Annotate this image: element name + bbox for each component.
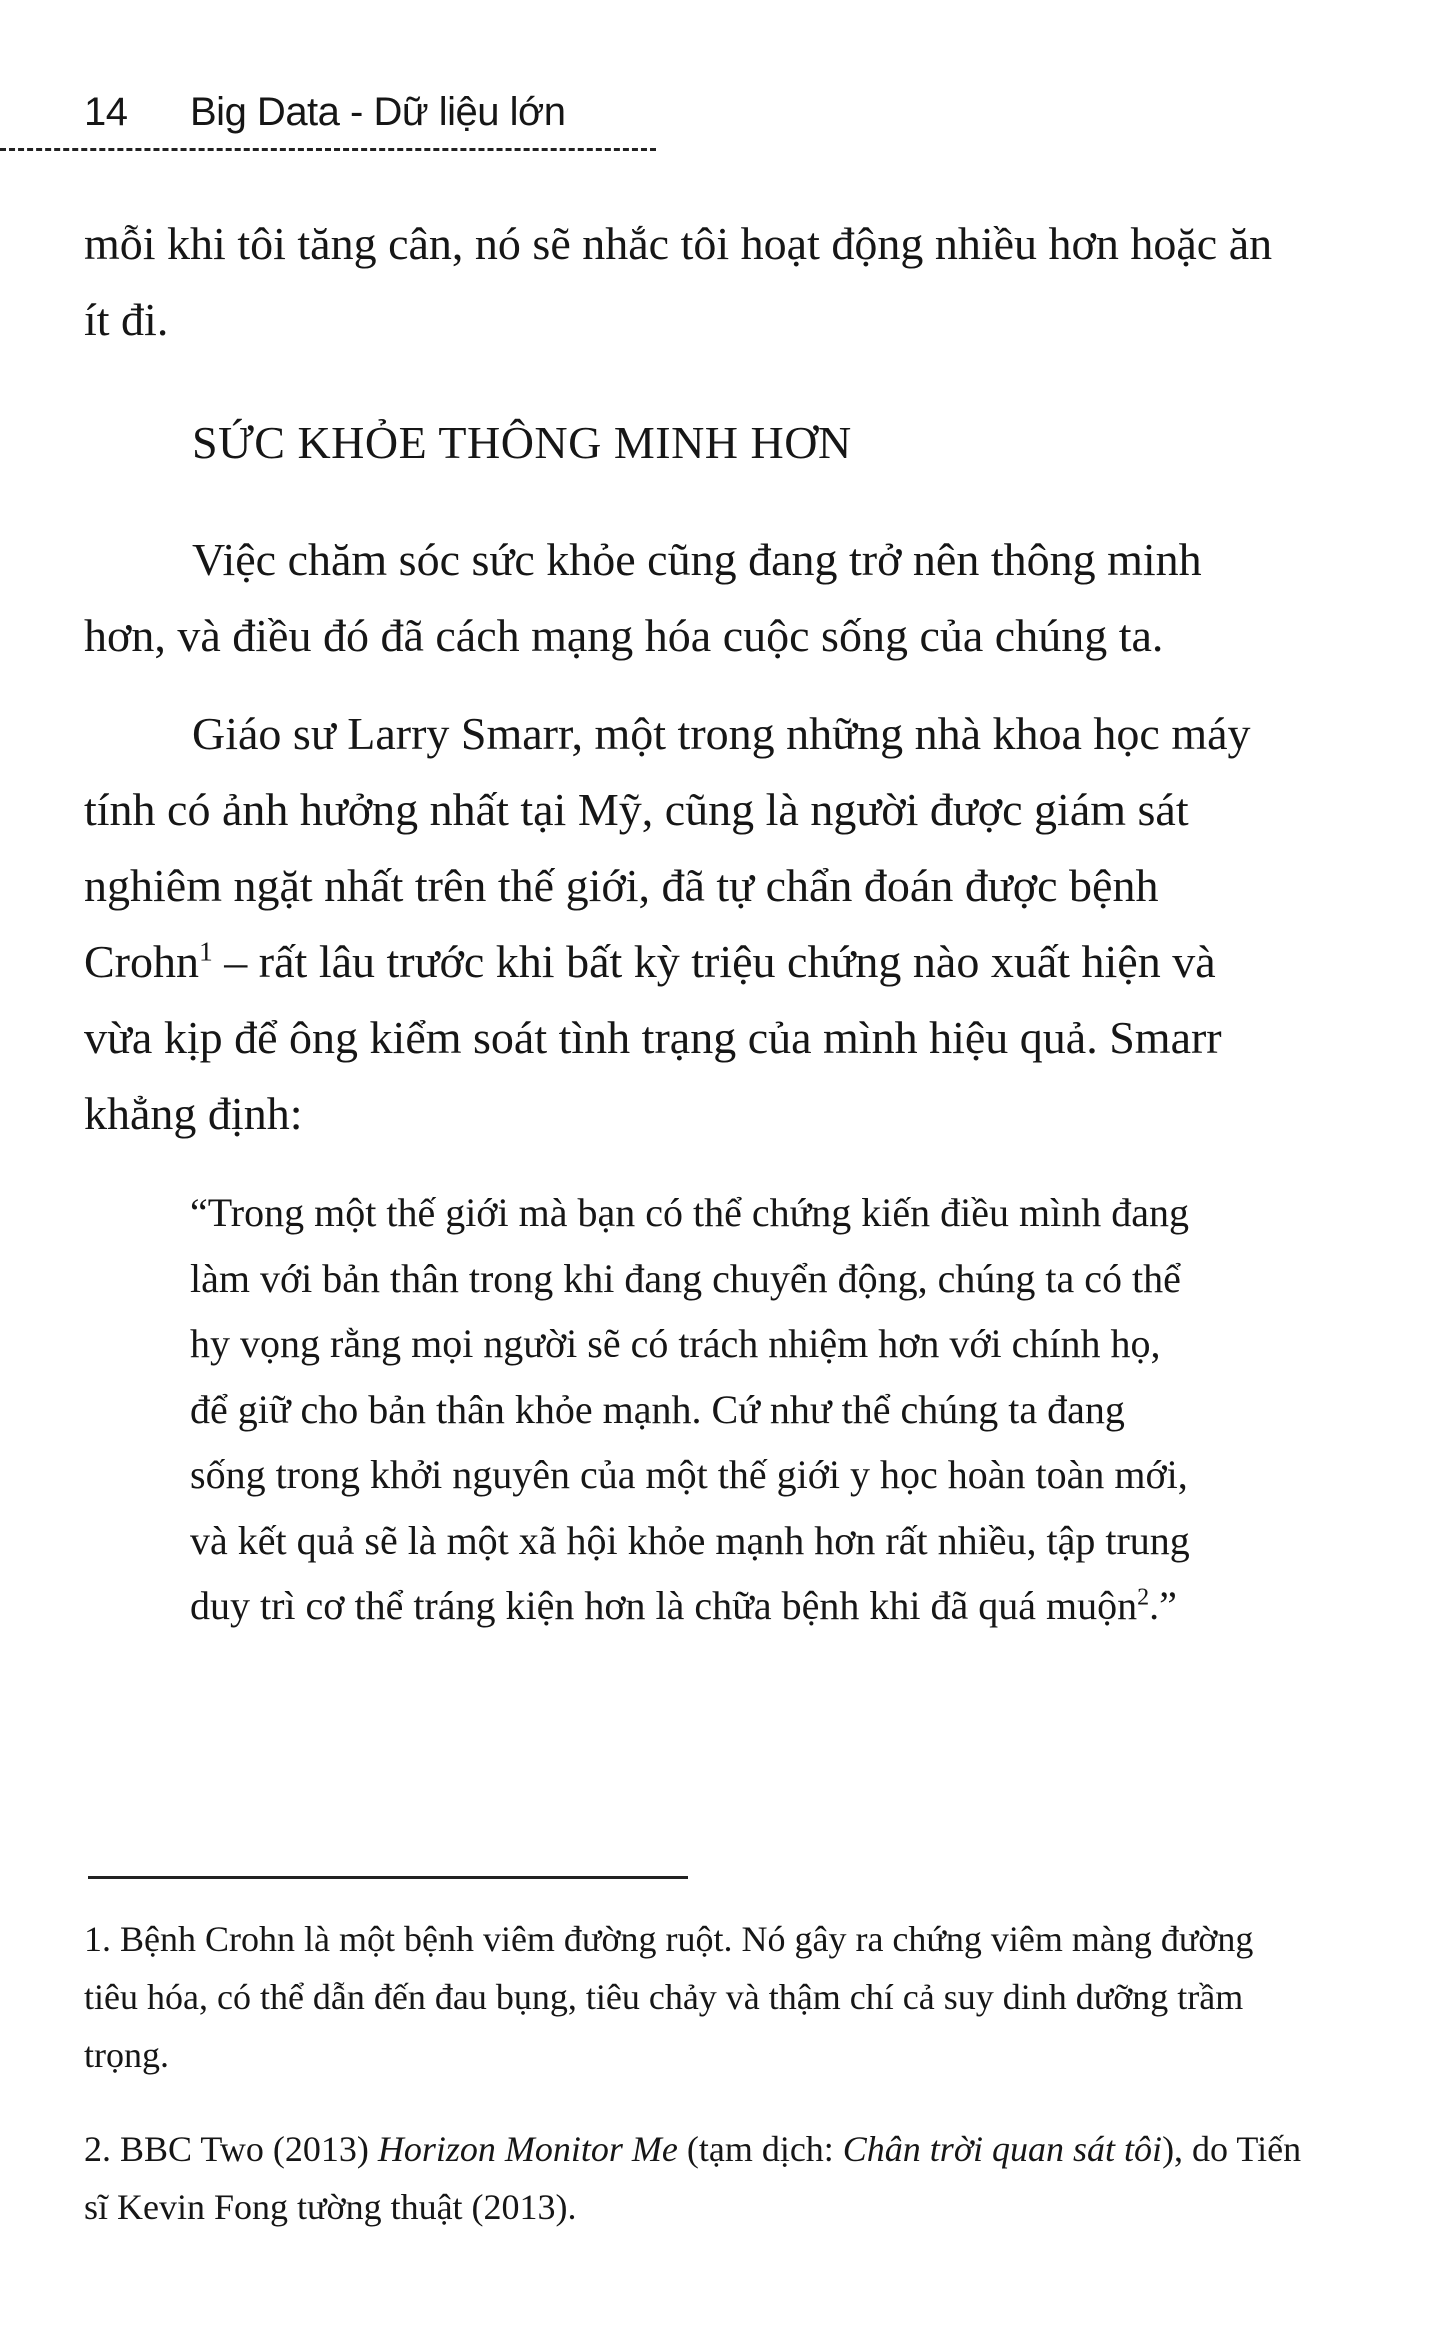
running-header	[84, 90, 565, 135]
footnote-divider	[88, 1876, 688, 1879]
paragraph-2-text: Giáo sư Larry Smarr, một trong những nhà khoa học máy tính có ảnh hưởng nhất tại Mỹ, cũng là người được giám sát nghiêm ngặt nhất trên thế giới, đã tự chẩn đoán được bệnh Crohn	[84, 708, 1251, 987]
block-quote	[190, 1180, 1190, 1639]
translated-title: Chân trời quan sát tôi	[842, 2129, 1163, 2169]
footnote-2-middle: (tạm dịch:	[677, 2129, 843, 2169]
header-divider	[0, 148, 656, 151]
footnote-2-suffix: ), do Tiến sĩ Kevin Fong tường thuật (2013).	[84, 2129, 1302, 2227]
footnote-ref-1: 1	[199, 935, 213, 967]
footnote-ref-2: 2	[1137, 1584, 1150, 1611]
paragraph-2-continuation: – rất lâu trước khi bất kỳ triệu chứng nào xuất hiện và vừa kịp để ông kiểm soát tình trạng của mình hiệu quả. Smarr khẳng định:	[84, 936, 1222, 1139]
paragraph-2	[84, 696, 1284, 1152]
quote-text: “Trong một thế giới mà bạn có thể chứng kiến điều mình đang làm với bản thân trong khi đang chuyển động, chúng ta có thể hy vọng rằng mọi người sẽ có trách nhiệm hơn với chính họ, để giữ cho bản thân khỏe mạnh. Cứ như thể chúng ta đang sống trong khởi nguyên của một thế giới y học hoàn toàn mới, và kết quả sẽ là một xã hội khỏe mạnh hơn rất nhiều, tập trung duy trì cơ thể tráng kiện hơn là chữa bệnh khi đã quá muộn	[190, 1190, 1190, 1628]
intro-paragraph: mỗi khi tôi tăng cân, nó sẽ nhắc tôi hoạt động nhiều hơn hoặc ăn ít đi.	[84, 218, 1273, 345]
footnote-2-prefix: 2. BBC Two (2013)	[84, 2129, 378, 2169]
quote-closing: .”	[1149, 1583, 1177, 1628]
book-title: Big Data - Dữ liệu lớn	[190, 90, 566, 134]
section-heading: SỨC KHỎE THÔNG MINH HƠN	[192, 417, 852, 468]
footnote-2	[84, 2120, 1304, 2236]
program-title: Horizon Monitor Me	[377, 2129, 678, 2169]
paragraph-1: Việc chăm sóc sức khỏe cũng đang trở nên thông minh hơn, và điều đó đã cách mạng hóa cuộc sống của chúng ta.	[84, 534, 1202, 661]
page-number: 14	[84, 90, 128, 134]
footnote-1: 1. Bệnh Crohn là một bệnh viêm đường ruột. Nó gây ra chứng viêm màng đường tiêu hóa, có thể dẫn đến đau bụng, tiêu chảy và thậm chí cả suy dinh dưỡng trầm trọng.	[84, 1919, 1254, 2075]
